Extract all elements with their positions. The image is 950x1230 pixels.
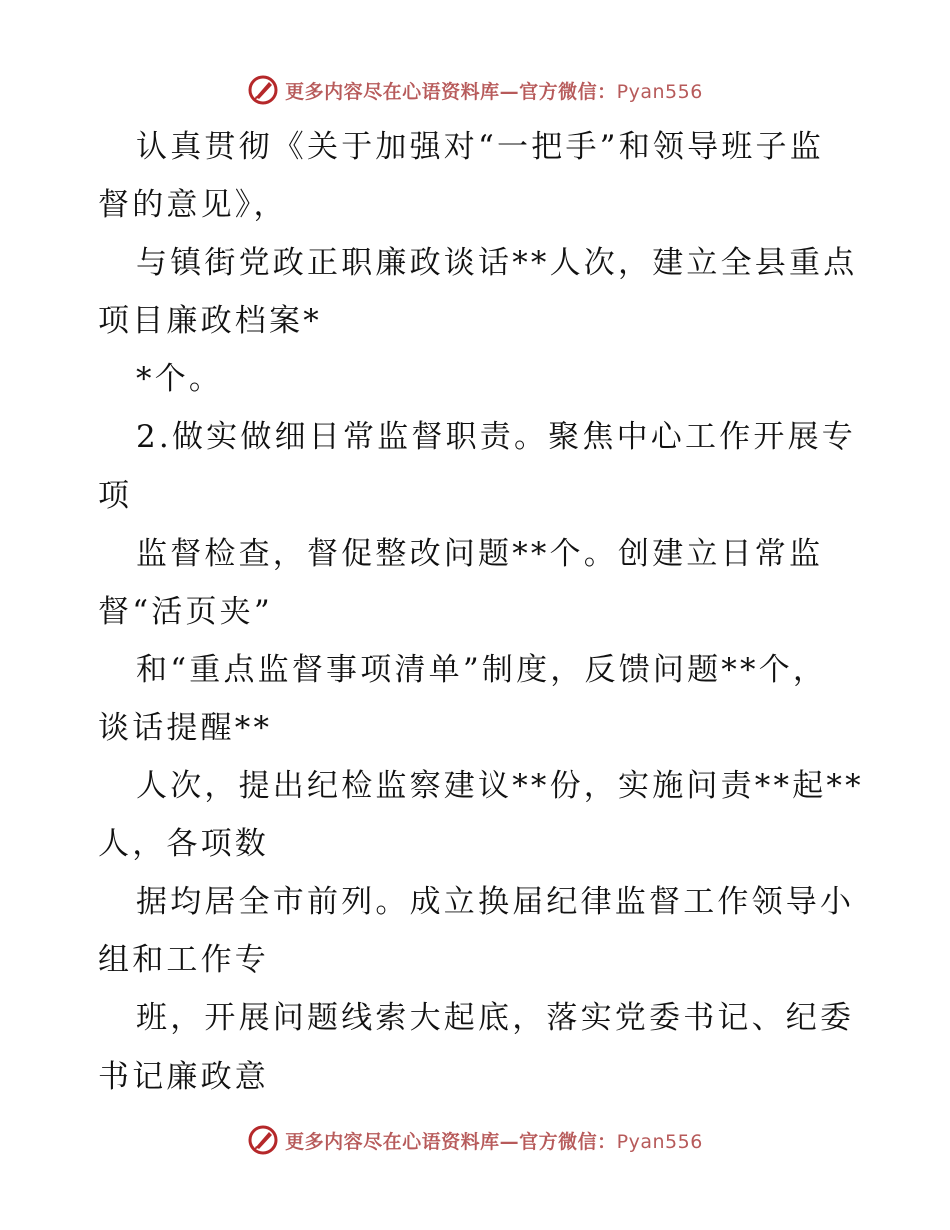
text-line: 项 [98, 477, 133, 514]
text-line: 据均居全市前列。成立换届纪律监督工作领导小 [136, 884, 855, 921]
text-line: *个。 [136, 361, 224, 398]
text-line: 督“活页夹” [98, 593, 273, 630]
banner-slogan: 更多内容尽在心语资料库—官方微信： [285, 1130, 617, 1153]
banner-text [285, 77, 703, 104]
text-line: 人次，提出纪检监察建议**份，实施问责**起** [136, 768, 864, 805]
text-line: 书记廉政意 [98, 1058, 269, 1095]
text-line: 2.做实做细日常监督职责。聚焦中心工作开展专 [136, 419, 856, 456]
text-line: 和“重点监督事项清单”制度，反馈问题**个， [136, 651, 828, 688]
text-line: 人，各项数 [98, 826, 269, 863]
text-line: 班，开展问题线索大起底，落实党委书记、纪委 [136, 1000, 855, 1037]
text-line: 监督检查，督促整改问题**个。创建立日常监 [136, 535, 824, 572]
text-line: 组和工作专 [98, 942, 269, 979]
footer-banner [0, 1120, 950, 1160]
text-line: 项目廉政档案* [98, 303, 322, 340]
brand-logo-icon [247, 74, 279, 106]
document-body [98, 118, 864, 1106]
banner-text [285, 1127, 703, 1154]
brand-logo-icon [247, 1124, 279, 1156]
text-line: 认真贯彻《关于加强对“一把手”和领导班子监 [136, 129, 824, 165]
text-line: 与镇街党政正职廉政谈话**人次，建立全县重点 [136, 245, 858, 282]
text-line: 督的意见》， [98, 187, 288, 224]
header-banner [0, 70, 950, 110]
banner-wechat-id: Pyan556 [616, 80, 703, 103]
text-line: 谈话提醒** [98, 709, 273, 746]
banner-wechat-id: Pyan556 [616, 1130, 703, 1153]
banner-slogan: 更多内容尽在心语资料库—官方微信： [285, 80, 617, 103]
